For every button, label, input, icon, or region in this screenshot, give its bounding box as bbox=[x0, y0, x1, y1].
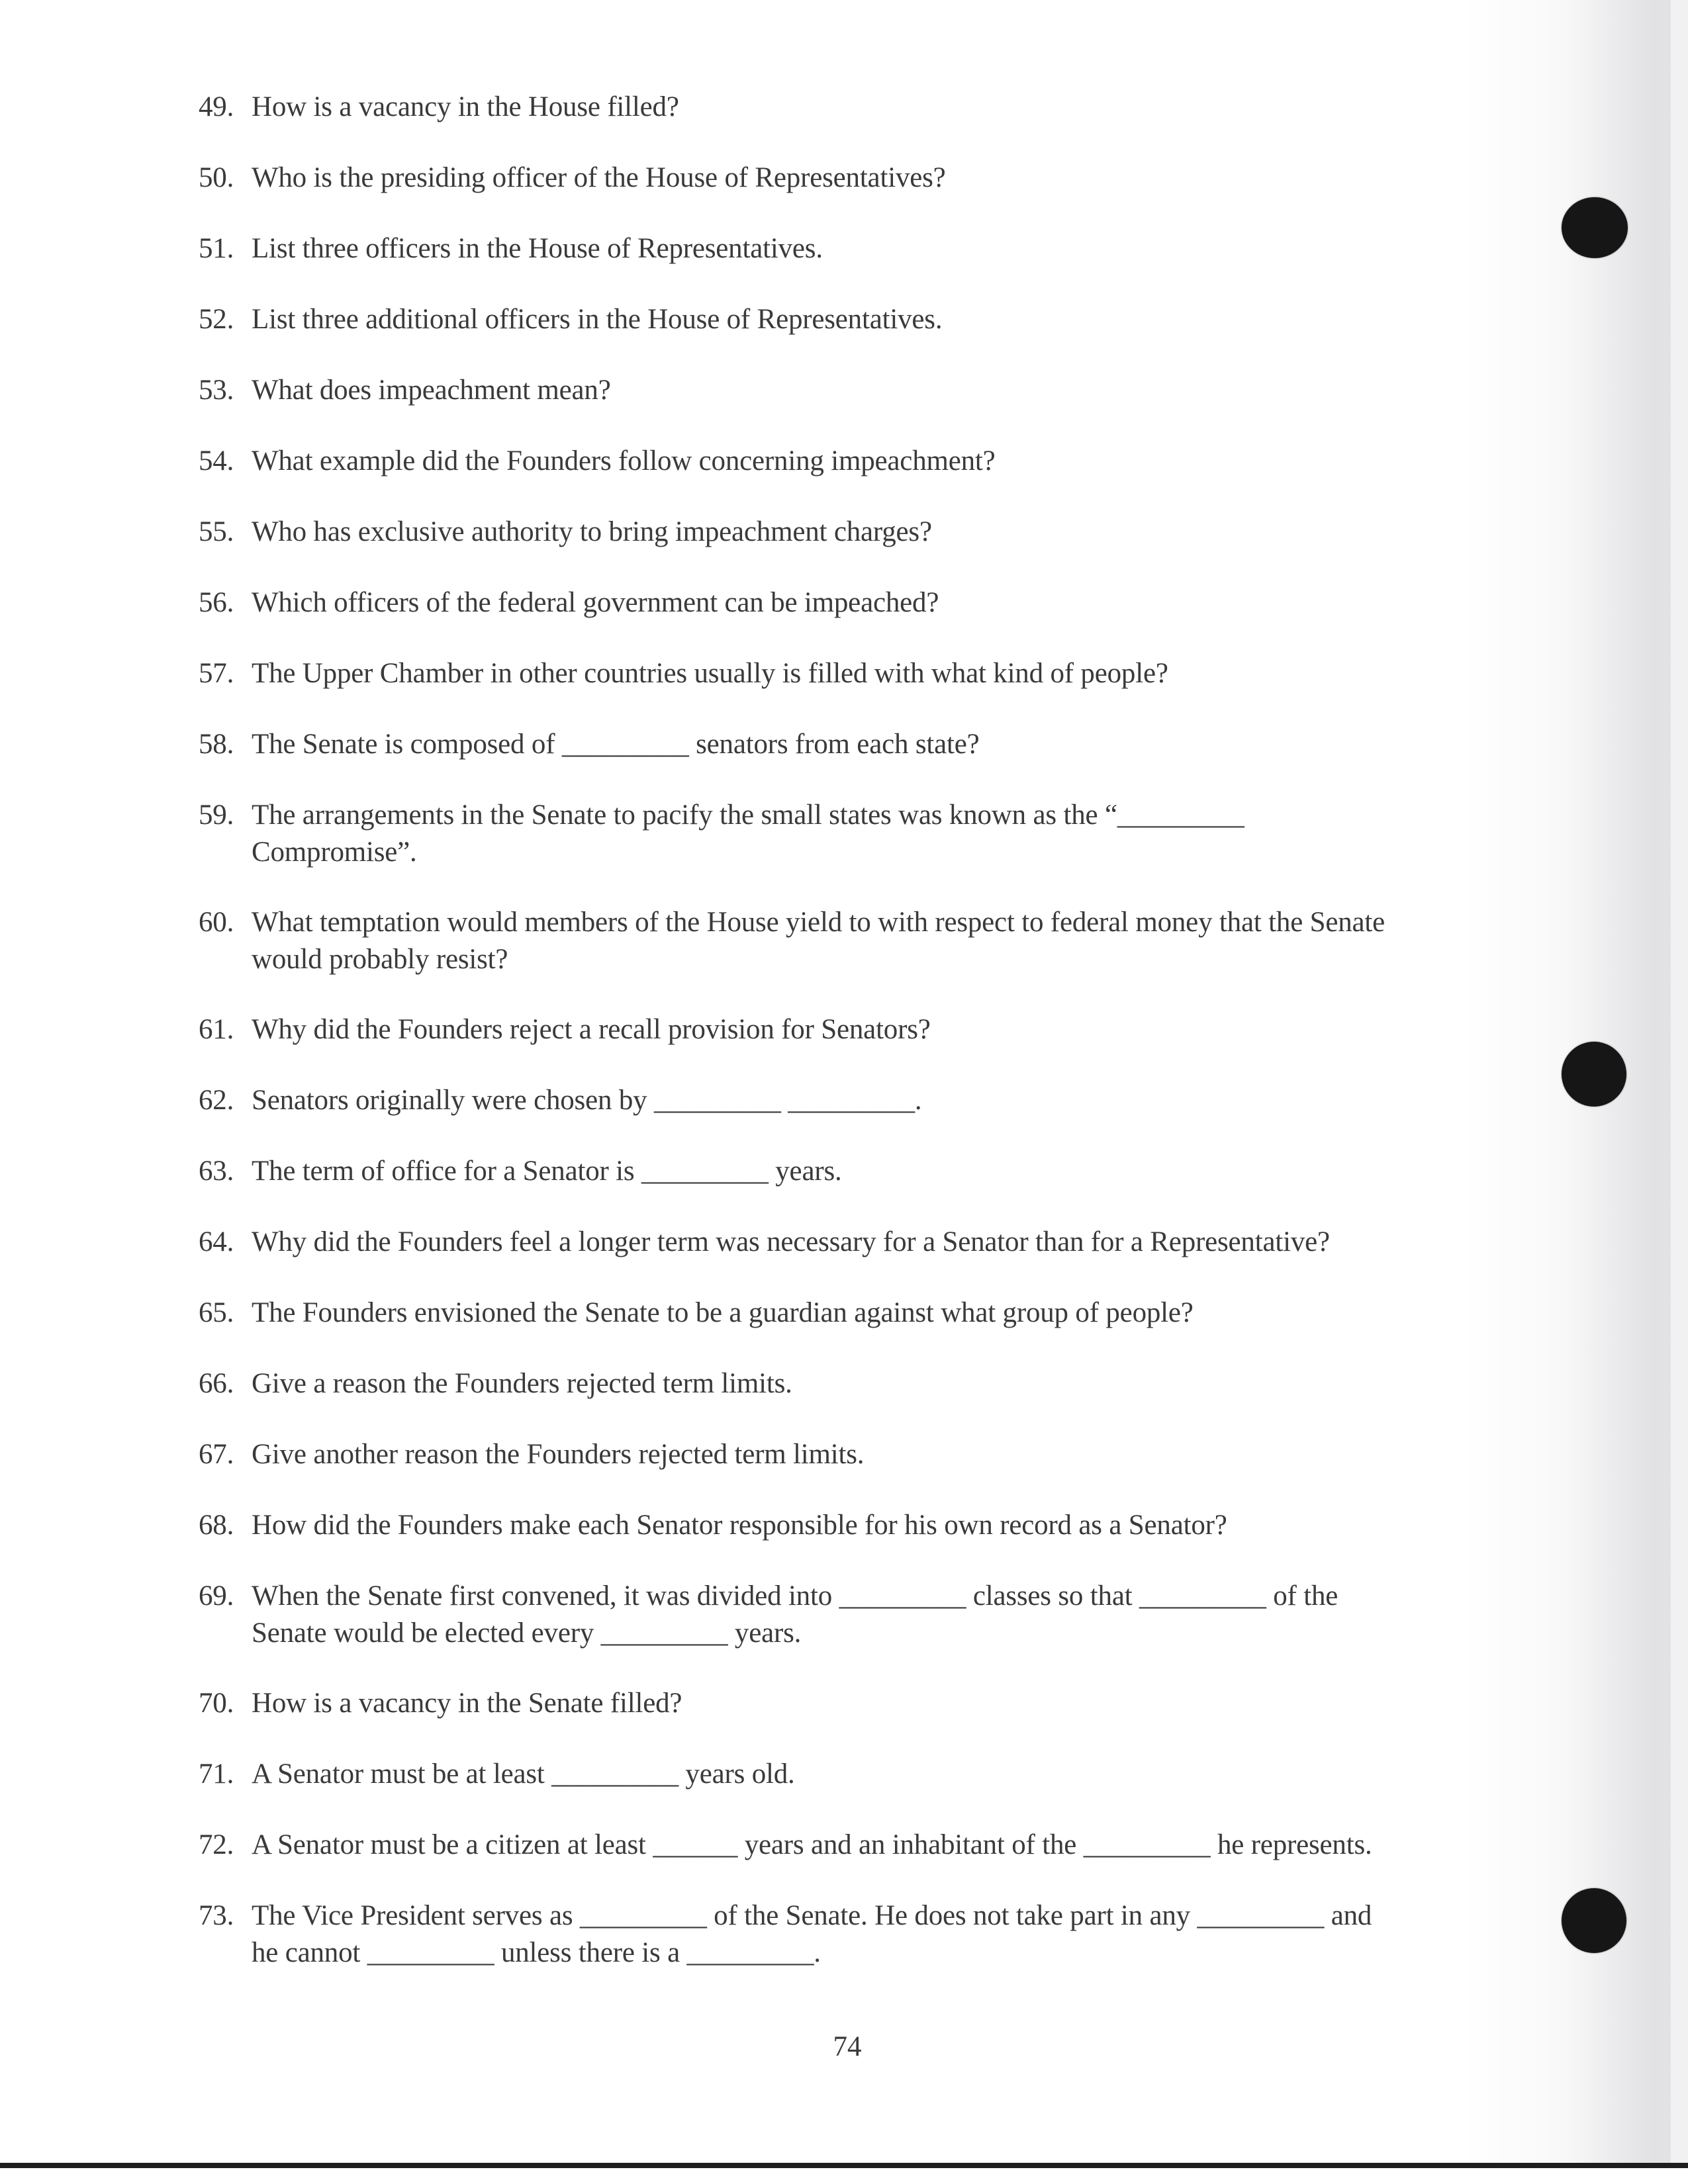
question-number: 68. bbox=[199, 1510, 234, 1541]
question-line: What temptation would members of the House yield to with respect to federal money that the Senate bbox=[252, 907, 1385, 938]
question-number: 70. bbox=[199, 1688, 234, 1719]
question-text bbox=[252, 1082, 1496, 1119]
question-text bbox=[252, 584, 1496, 621]
question-line: Senate would be elected every _________ years. bbox=[252, 1617, 802, 1649]
question-number: 66. bbox=[199, 1368, 234, 1399]
question-text bbox=[252, 89, 1496, 126]
question-line: he cannot _________ unless there is a _________. bbox=[252, 1937, 821, 1968]
question-line: How is a vacancy in the House filled? bbox=[252, 91, 679, 122]
question-line: Why did the Founders feel a longer term was necessary for a Senator than for a Representative? bbox=[252, 1226, 1330, 1257]
question-line: List three officers in the House of Representatives. bbox=[252, 233, 823, 264]
question-line: would probably resist? bbox=[252, 944, 508, 975]
question-number: 59. bbox=[199, 799, 234, 831]
question-number: 73. bbox=[199, 1900, 234, 1931]
question-number: 49. bbox=[199, 91, 234, 122]
question-line: The Upper Chamber in other countries usually is filled with what kind of people? bbox=[252, 658, 1168, 689]
question-text bbox=[252, 372, 1496, 409]
question-line: The arrangements in the Senate to pacify the small states was known as the “_________ bbox=[252, 799, 1244, 831]
question-text bbox=[252, 1507, 1496, 1544]
question-text bbox=[252, 1224, 1496, 1261]
question-text bbox=[252, 1436, 1496, 1473]
question-line: Compromise”. bbox=[252, 837, 417, 868]
question-text bbox=[252, 1897, 1496, 1972]
punch-hole bbox=[1562, 197, 1628, 258]
question-number: 52. bbox=[199, 304, 234, 335]
question-text bbox=[252, 797, 1496, 871]
question-text bbox=[252, 443, 1496, 480]
question-line: A Senator must be a citizen at least ______ years and an inhabitant of the _________ he represents. bbox=[252, 1829, 1372, 1860]
question-number: 53. bbox=[199, 375, 234, 406]
punch-hole bbox=[1562, 1042, 1626, 1107]
question-line: The Senate is composed of _________ senators from each state? bbox=[252, 729, 980, 760]
question-number: 62. bbox=[199, 1085, 234, 1116]
question-line: Give another reason the Founders rejected term limits. bbox=[252, 1439, 865, 1470]
page-number: 74 bbox=[833, 2031, 862, 2062]
question-number: 65. bbox=[199, 1297, 234, 1328]
question-line: List three additional officers in the House of Representatives. bbox=[252, 304, 943, 335]
question-line: How did the Founders make each Senator responsible for his own record as a Senator? bbox=[252, 1510, 1227, 1541]
question-number: 58. bbox=[199, 729, 234, 760]
question-text bbox=[252, 655, 1496, 692]
question-number: 69. bbox=[199, 1580, 234, 1612]
question-line: What does impeachment mean? bbox=[252, 375, 611, 406]
question-number: 55. bbox=[199, 516, 234, 547]
question-line: The term of office for a Senator is _________ years. bbox=[252, 1156, 842, 1187]
question-number: 64. bbox=[199, 1226, 234, 1257]
question-text bbox=[252, 1756, 1496, 1793]
question-text bbox=[252, 1153, 1496, 1190]
question-line: What example did the Founders follow concerning impeachment? bbox=[252, 445, 996, 477]
question-number: 57. bbox=[199, 658, 234, 689]
question-number: 56. bbox=[199, 587, 234, 618]
question-line: Why did the Founders reject a recall provision for Senators? bbox=[252, 1014, 931, 1045]
question-line: Senators originally were chosen by _________ _________. bbox=[252, 1085, 922, 1116]
question-number: 71. bbox=[199, 1758, 234, 1790]
scan-edge bbox=[1671, 0, 1688, 2164]
question-line: Who has exclusive authority to bring impeachment charges? bbox=[252, 516, 932, 547]
question-number: 54. bbox=[199, 445, 234, 477]
question-number: 72. bbox=[199, 1829, 234, 1860]
question-line: Who is the presiding officer of the House of Representatives? bbox=[252, 162, 946, 193]
question-text bbox=[252, 159, 1496, 197]
question-number: 50. bbox=[199, 162, 234, 193]
question-line: How is a vacancy in the Senate filled? bbox=[252, 1688, 682, 1719]
question-number: 61. bbox=[199, 1014, 234, 1045]
question-text bbox=[252, 514, 1496, 551]
question-line: The Founders envisioned the Senate to be a guardian against what group of people? bbox=[252, 1297, 1194, 1328]
bottom-rule bbox=[0, 2163, 1688, 2168]
question-line: A Senator must be at least _________ years old. bbox=[252, 1758, 795, 1790]
question-number: 67. bbox=[199, 1439, 234, 1470]
question-text bbox=[252, 301, 1496, 338]
question-text bbox=[252, 726, 1496, 763]
question-text bbox=[252, 1295, 1496, 1332]
question-text bbox=[252, 230, 1496, 267]
question-text bbox=[252, 904, 1496, 978]
question-text bbox=[252, 1685, 1496, 1722]
question-line: Which officers of the federal government can be impeached? bbox=[252, 587, 939, 618]
question-text bbox=[252, 1827, 1496, 1864]
question-number: 60. bbox=[199, 907, 234, 938]
question-line: When the Senate first convened, it was divided into _________ classes so that _________ of the bbox=[252, 1580, 1338, 1612]
question-number: 51. bbox=[199, 233, 234, 264]
question-text bbox=[252, 1365, 1496, 1402]
question-line: Give a reason the Founders rejected term limits. bbox=[252, 1368, 792, 1399]
punch-hole bbox=[1562, 1888, 1626, 1953]
question-text bbox=[252, 1578, 1496, 1652]
question-text bbox=[252, 1011, 1496, 1048]
question-line: The Vice President serves as _________ of the Senate. He does not take part in any _________ and bbox=[252, 1900, 1372, 1931]
question-number: 63. bbox=[199, 1156, 234, 1187]
